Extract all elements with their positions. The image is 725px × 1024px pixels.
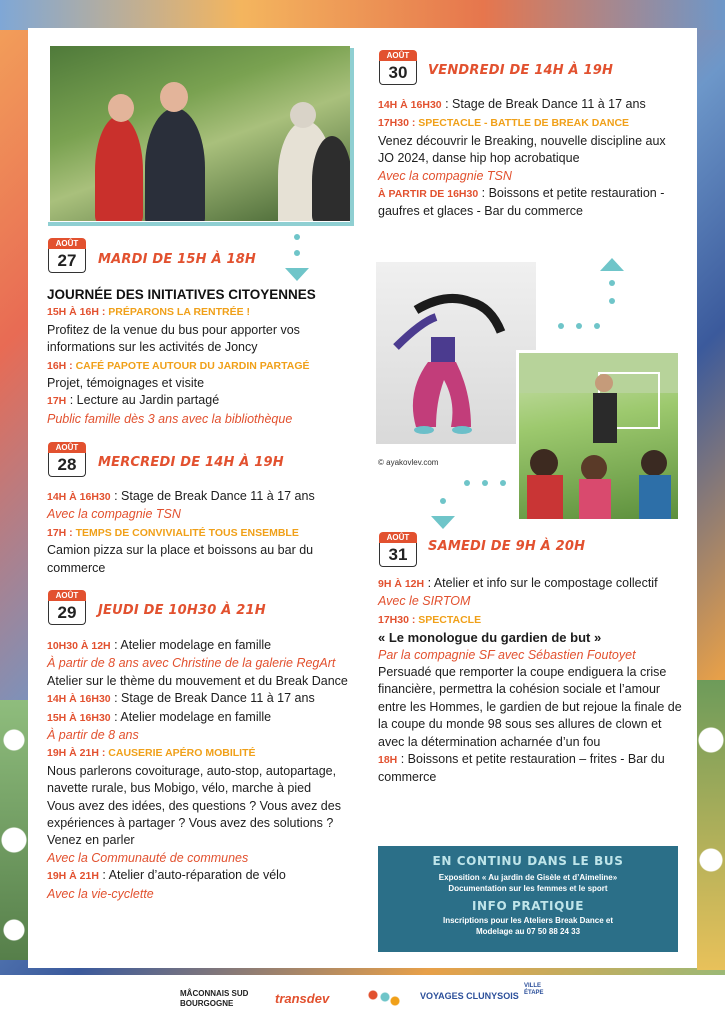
- connector-dot: [294, 234, 300, 240]
- info-heading-practical: INFO PRATIQUE: [471, 899, 585, 913]
- connector-arrow: [431, 516, 455, 529]
- day-heading-27: MARDI DE 15H À 18H: [98, 252, 257, 267]
- connector-dot: [440, 498, 446, 504]
- connector-dot: [576, 323, 582, 329]
- info-box: [378, 846, 678, 952]
- date-badge-31: [379, 532, 417, 567]
- day-heading-31: SAMEDI DE 9H À 20H: [428, 539, 586, 554]
- day-heading-30: VENDREDI DE 14H À 19H: [428, 63, 614, 78]
- connector-arrow: [600, 258, 624, 271]
- badge-month: AOÛT: [379, 532, 417, 543]
- day-28-content: 14H À 16H30 : Stage de Break Dance 11 à 17 ans Avec la compagnie TSN 17H : TEMPS DE CONVIVIALITÉ TOUS ENSEMBLE Camion pizza sur la place et boissons au bar du commerce: [47, 489, 315, 575]
- date-badge-29: [48, 590, 86, 625]
- info-documentation: Documentation sur les femmes et le sport: [448, 884, 608, 893]
- garden-photo: [50, 46, 350, 221]
- break-dancer-photo: [376, 262, 536, 444]
- connector-dot: [294, 250, 300, 256]
- sky-swirl-top: [0, 0, 725, 30]
- date-badge-28: [48, 442, 86, 477]
- badge-month: AOÛT: [379, 50, 417, 61]
- badge-day: 31: [379, 543, 417, 567]
- day-27-content: JOURNÉE DES INITIATIVES CITOYENNES 15H À 16H : PRÉPARONS LA RENTRÉE ! Profitez de la venue du bus pour apporter vos informations sur les activités de Joncy 16H : CAFÉ PAPOTE AUTOUR DU JARDIN PARTAGÉ Projet, témoignages et visite 17H : Lecture au Jardin partagé Public famille dès 3 ans avec la bibliothèque: [47, 286, 352, 428]
- connector-dot: [609, 298, 615, 304]
- logo-transdev: transdev: [275, 991, 330, 1006]
- logo-voyages-clunysois: VOYAGES CLUNYSOIS: [420, 991, 519, 1001]
- logo-maconnais: MÂCONNAIS SUD BOURGOGNE: [180, 989, 249, 1008]
- day-30-content: 14H À 16H30 : Stage de Break Dance 11 à 17 ans 17H30 : SPECTACLE - BATTLE DE BREAK DANCE Venez découvrir le Breaking, nouvelle discipline aux JO 2024, danse hip hop acrobatique Avec la compagnie TSN À PARTIR DE 16H30 : Boissons et petite restauration - gaufres et glaces - Bar du commerce: [378, 97, 666, 219]
- badge-day: 29: [48, 601, 86, 625]
- badge-day: 30: [379, 61, 417, 85]
- info-exhibition: Exposition « Au jardin de Gisèle et d’Aimeline»: [438, 873, 618, 882]
- info-phone: Modelage au 07 50 88 24 33: [475, 927, 581, 936]
- day-heading-29: JEUDI DE 10H30 À 21H: [98, 603, 266, 618]
- connector-arrow: [285, 268, 309, 281]
- connector-dot: [482, 480, 488, 486]
- day-31-content: 9H À 12H : Atelier et info sur le compostage collectif Avec le SIRTOM 17H30 : SPECTACLE « Le monologue du gardien de but » Par la compagnie SF avec Sébastien Foutoyet Persuadé que remporter la coupe endiguera la crise financière, permettra la cohésion sociale et l’amour entre les Hommes, le gardien de but rejoue la finale de la coupe du monde 98 sous ses allures de clown et avec la détermination acharnée d’un fou 18H : Boissons et petite restauration – frites - Bar du commerce: [378, 576, 682, 785]
- connector-dot: [558, 323, 564, 329]
- connector-dot: [464, 480, 470, 486]
- badge-month: AOÛT: [48, 590, 86, 601]
- info-heading-continuous: EN CONTINU DANS LE BUS: [432, 854, 624, 868]
- day-29-content: 10H30 À 12H : Atelier modelage en famille À partir de 8 ans avec Christine de la galerie RegArt Atelier sur le thème du mouvement et du Break Dance 14H À 16H30 : Stage de Break Dance 11 à 17 ans 15H À 16H30 : Atelier modelage en famille À partir de 8 ans 19H À 21H : CAUSERIE APÉRO MOBILITÉ Nous parlerons covoiturage, auto-stop, autopartage, navette rurale, bus Mobigo, vélo, marche à pied Vous avez des idées, des questions ? Vous avez des expériences à partager ? Vous avez des solutions ? Venez en parler Avec la Communauté de communes 19H À 21H : Atelier d’auto-réparation de vélo Avec la vie-cyclette: [47, 638, 348, 901]
- logo-colorful: [365, 987, 401, 1009]
- kids-activity-photo: [516, 350, 681, 522]
- connector-dot: [609, 280, 615, 286]
- program-panel: [28, 28, 697, 968]
- badge-day: 28: [48, 453, 86, 477]
- connector-dot: [594, 323, 600, 329]
- logo-ville-etape: VILLE ÉTAPE: [524, 983, 544, 996]
- daisy-left: [0, 700, 28, 960]
- info-registration: Inscriptions pour les Ateliers Break Dance et: [443, 916, 613, 925]
- date-badge-27: [48, 238, 86, 273]
- badge-day: 27: [48, 249, 86, 273]
- connector-dot: [500, 480, 506, 486]
- day-title: JOURNÉE DES INITIATIVES CITOYENNES: [47, 287, 316, 302]
- daisy-right: [697, 680, 725, 970]
- badge-month: AOÛT: [48, 238, 86, 249]
- photo-credit: © ayakovlev.com: [378, 458, 439, 467]
- day-heading-28: MERCREDI DE 14H À 19H: [98, 455, 284, 470]
- date-badge-30: [379, 50, 417, 85]
- badge-month: AOÛT: [48, 442, 86, 453]
- partner-logos: [0, 975, 725, 1024]
